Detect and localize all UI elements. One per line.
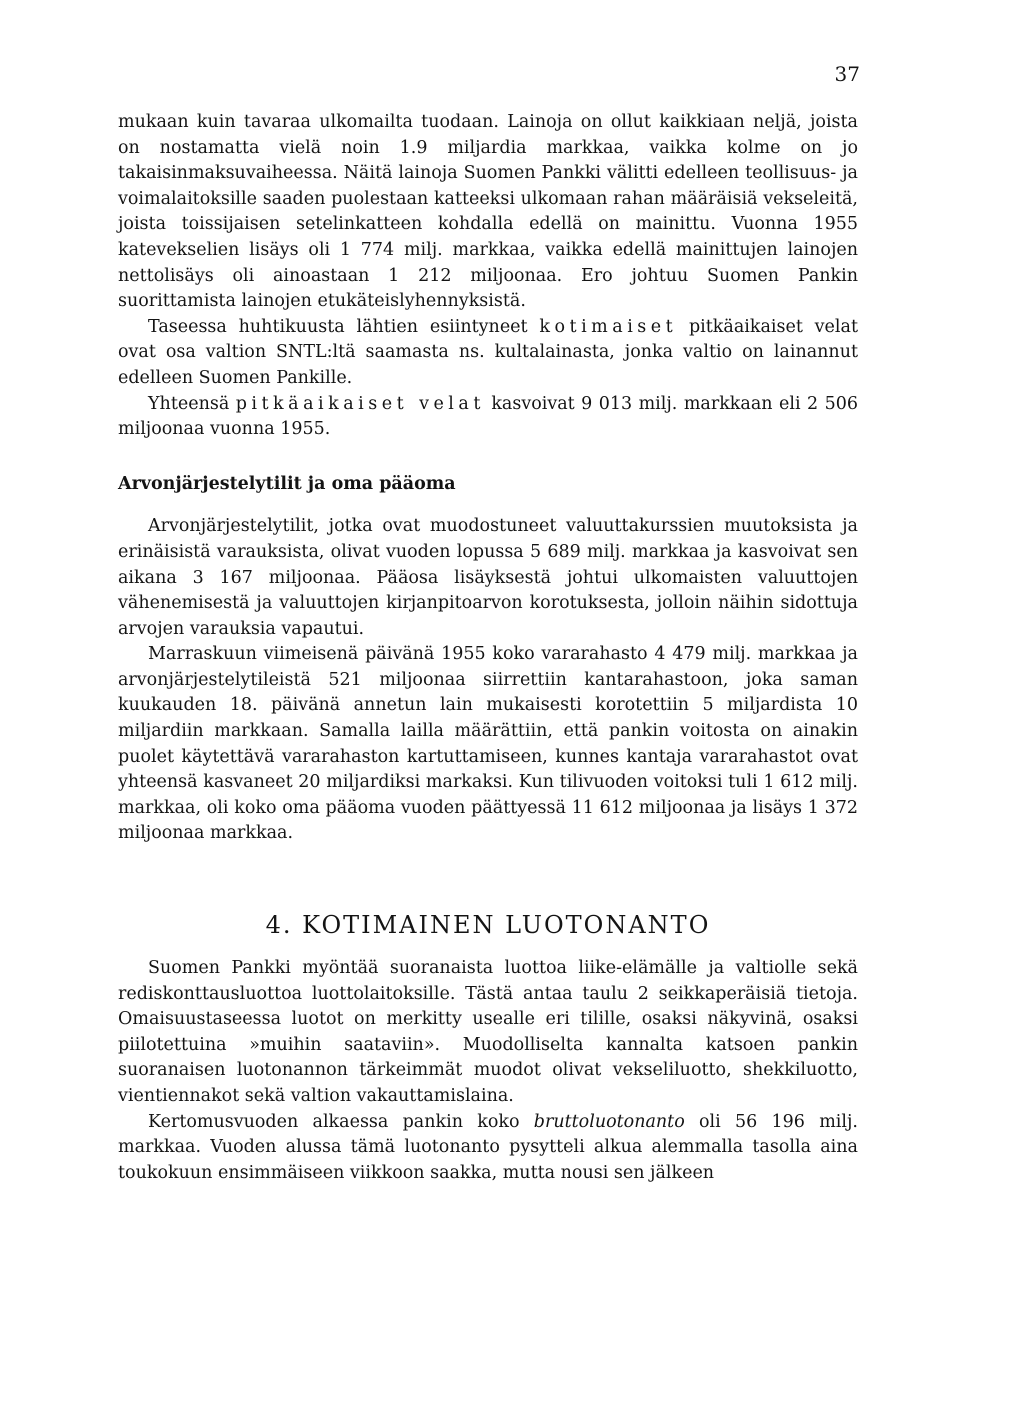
spaced-emphasis: pitkäaikaiset velat xyxy=(235,393,485,414)
text-segment: oli 56 196 milj. markkaa. Vuoden alussa tämä luotonanto pysytteli alkua alemmalla tasolla aina toukokuun ensimmäiseen viikkoon saakka, mutta nousi sen jälkeen xyxy=(118,1111,858,1183)
page-number: 37 xyxy=(834,62,860,86)
paragraph-valuation-accounts: Arvonjärjestelytilit, jotka ovat muodostuneet valuuttakurssien muutoksista ja erinäisistä varauksista, olivat vuoden lopussa 5 689 milj. markkaa ja kasvoivat sen aikana 3 167 miljoonaa. Pääosa lisäyksestä johtui ulkomaisten valuuttojen vähenemisestä ja valuuttojen kirjanpitoarvon korotuksesta, jolloin näihin sidottuja arvojen varauksia vapautui. xyxy=(118,516,858,639)
paragraph-loans: mukaan kuin tavaraa ulkomailta tuodaan. Lainoja on ollut kaikkiaan neljä, joista on nostamatta vielä noin 1.9 miljardia markkaa, vaikka kolme on jo takaisinmaksuvaiheessa. Näitä lainoja Suomen Pankki välitti edelleen teollisuus- ja voimalaitoksille saaden puolestaan katteeksi ulkomaan rahan määräisiä vekseleitä, joista toissijaisen setelinkatteen kohdalla edellä on mainittu. Vuonna 1955 katevekselien lisäys oli 1 774 milj. markkaa, vaikka edellä mainittujen lainojen nettolisäys oli ainoastaan 1 212 miljoonaa. Ero johtuu Suomen Pankin suorittamista lainojen etukäteislyhennyksistä. xyxy=(118,112,858,312)
text-segment: Yhteensä xyxy=(148,393,230,414)
paragraph-gross-credit xyxy=(118,1110,858,1187)
paragraph-long-term-debts xyxy=(118,392,858,443)
paragraph-reserve-fund: Marraskuun viimeisenä päivänä 1955 koko vararahasto 4 479 milj. markkaa ja arvonjärjestelytileistä 521 miljoonaa siirrettiin kantarahastoon, joka saman kuukauden 18. päivänä annetun lain mukaisesti korotettiin 5 miljardista 10 miljardiin markkaan. Samalla lailla määrättiin, että pankin voitosta on ainakin puolet käytettävä vararahaston kartuttamiseen, kunnes kantaja vararahastot ovat yhteensä kasvaneet 20 miljardiksi markaksi. Kun tilivuoden voitoksi tuli 1 612 milj. markkaa, oli koko oma pääoma vuoden päättyessä 11 612 miljoonaa ja lisäys 1 372 miljoonaa markkaa. xyxy=(118,644,858,844)
text-segment: Kertomusvuoden alkaessa pankin koko xyxy=(148,1111,520,1132)
italic-term: bruttoluotonanto xyxy=(533,1111,685,1132)
spaced-emphasis: kotimaiset xyxy=(539,316,678,337)
section-heading: 4. KOTIMAINEN LUOTONANTO xyxy=(265,911,711,940)
text-segment: pitkäaikaiset velat ovat osa valtion SNTL:ltä saamasta ns. kultalainasta, jonka valtio on lainannut edelleen Suomen Pankille. xyxy=(118,316,858,388)
text-segment: Taseessa huhtikuusta lähtien esiintyneet xyxy=(148,316,528,337)
paragraph-domestic-debts xyxy=(118,315,858,392)
paragraph-credit: Suomen Pankki myöntää suoranaista luottoa liike-elämälle ja valtiolle sekä rediskonttausluottoa luottolaitoksille. Tästä antaa taulu 2 seikkaperäisiä tietoja. Omaisuustaseessa luotot on merkitty usealle eri tilille, osaksi näkyvinä, osaksi piilotettuina »muihin saataviin». Muodolliselta kannalta katsoen pankin suoranaisen luotonannon tärkeimmät muodot olivat vekseliluotto, shekkiluotto, vientiennakot sekä valtion vakauttamislaina. xyxy=(118,958,858,1106)
section-subheading: Arvonjärjestelytilit ja oma pääoma xyxy=(118,473,456,494)
text-segment: kasvoivat 9 013 milj. markkaan eli 2 506 miljoonaa vuonna 1955. xyxy=(118,393,858,440)
page-body xyxy=(118,110,858,1186)
